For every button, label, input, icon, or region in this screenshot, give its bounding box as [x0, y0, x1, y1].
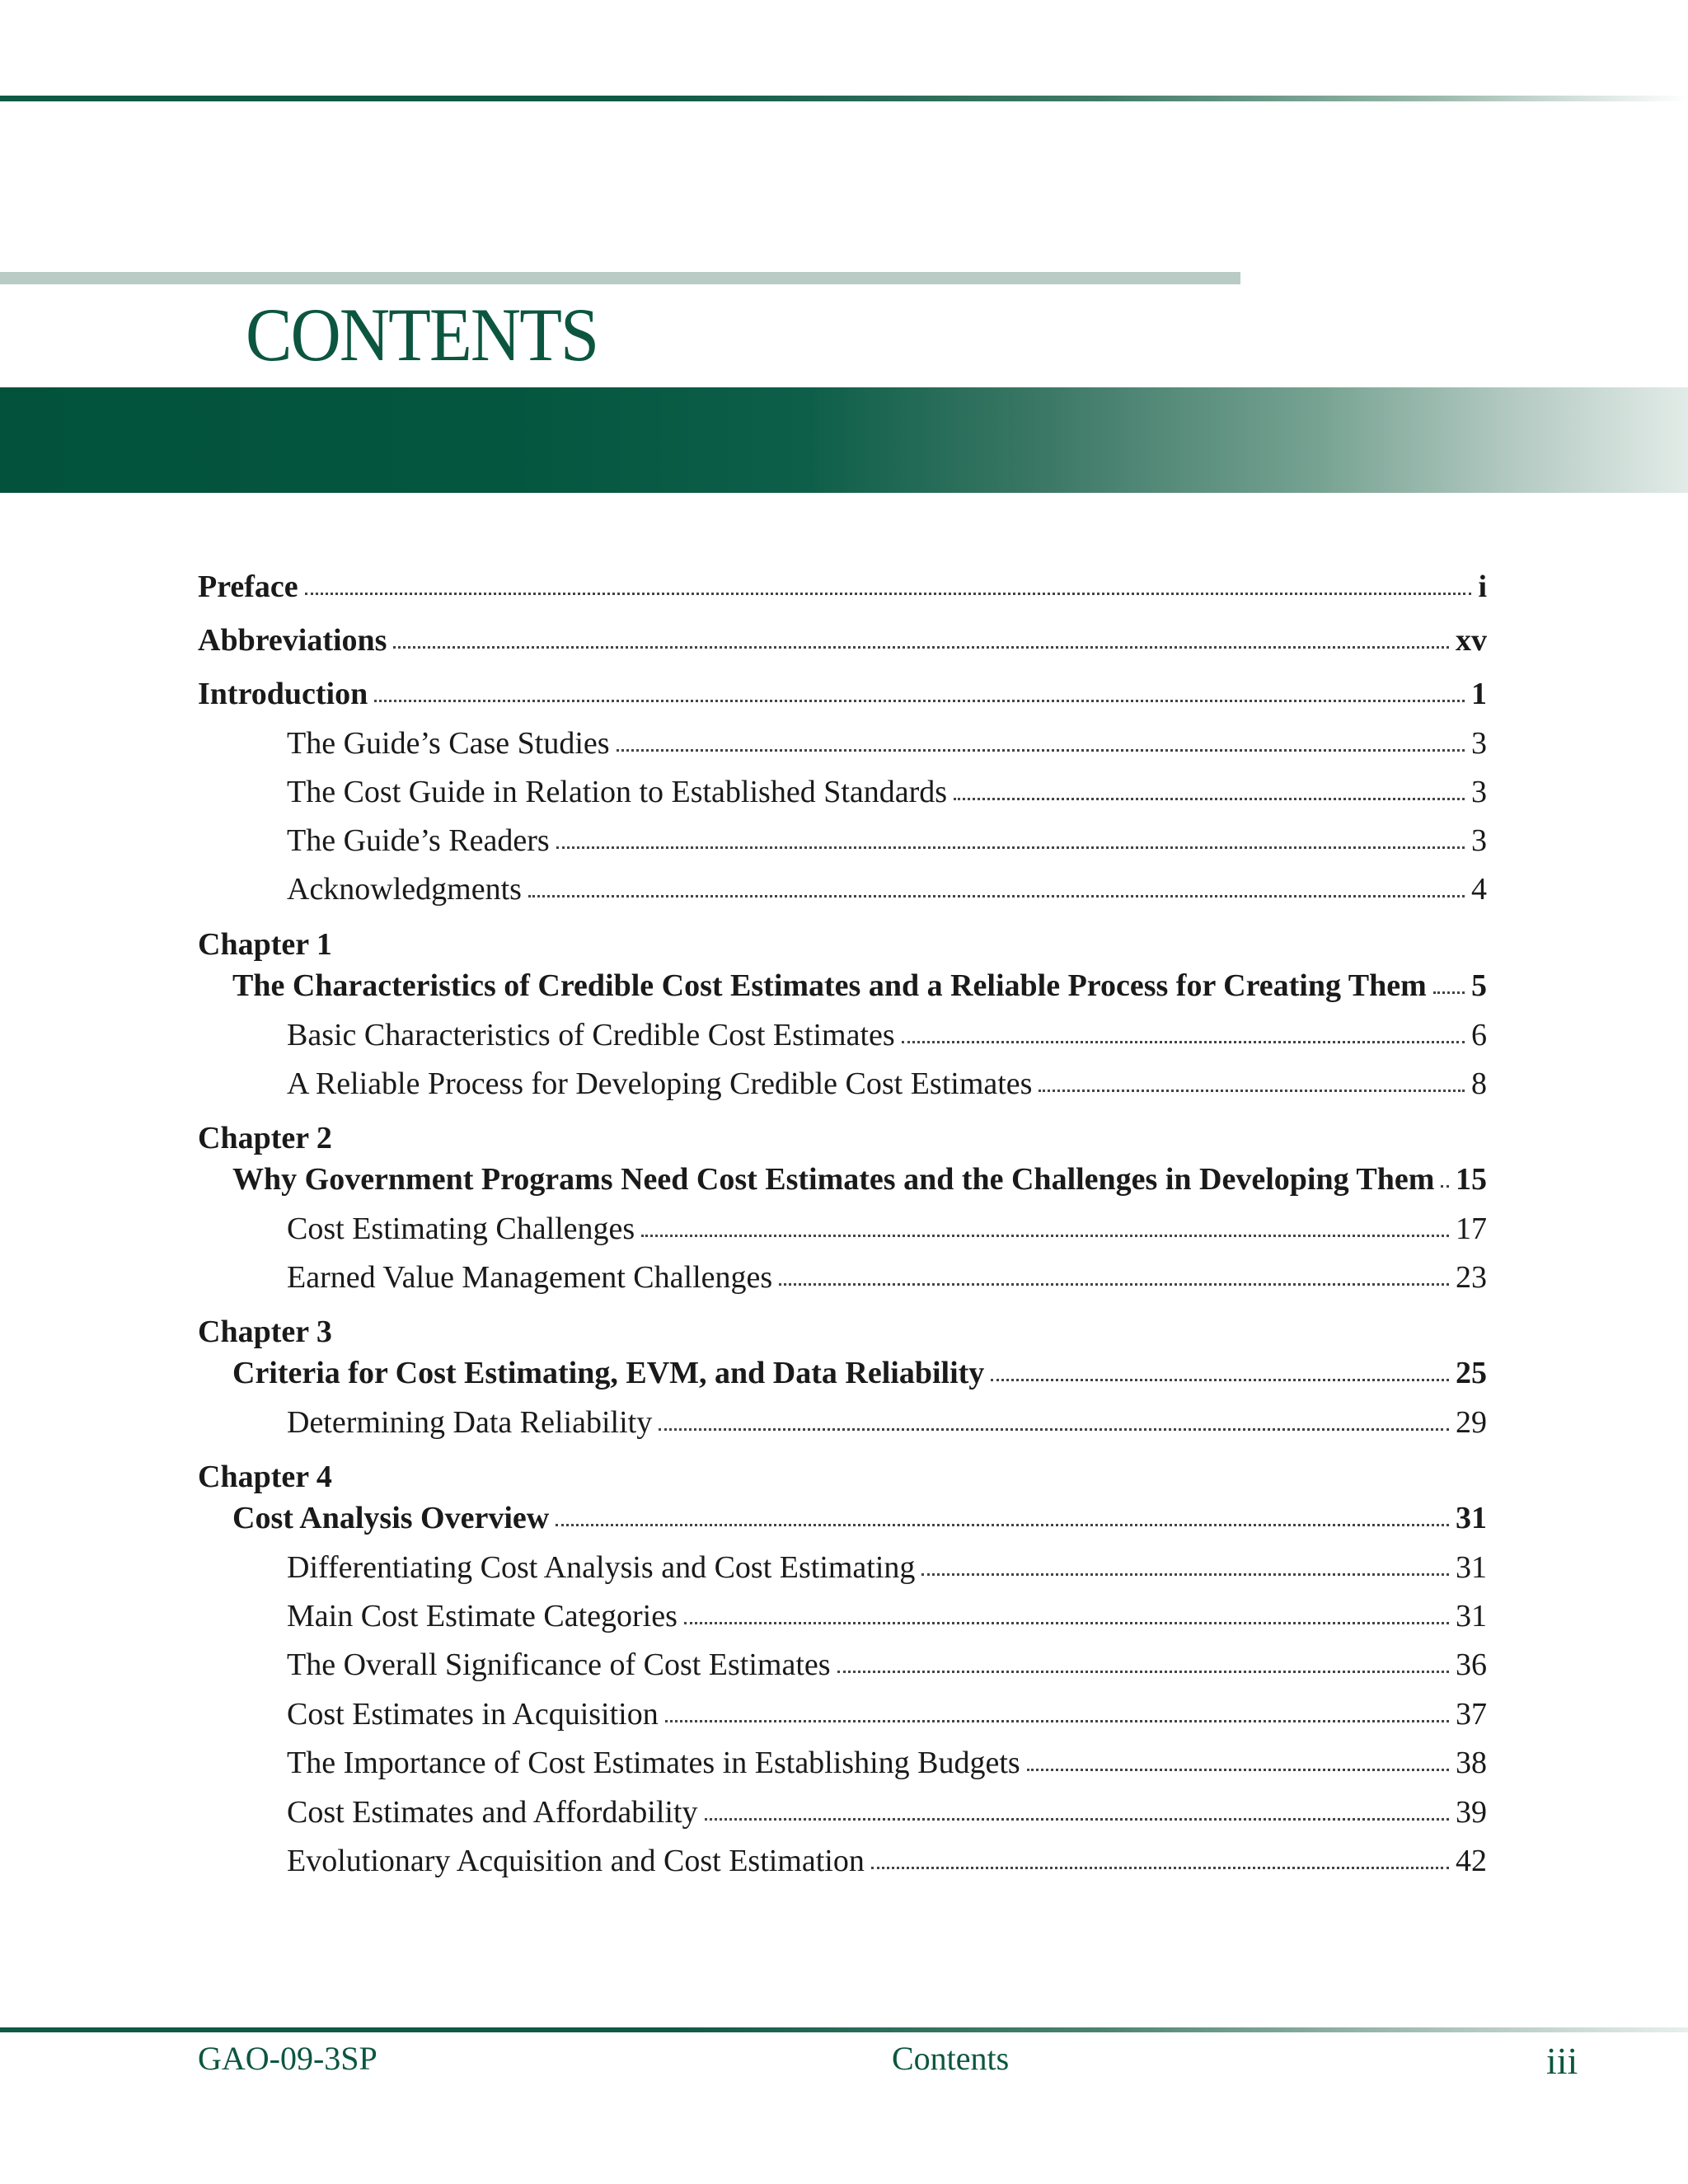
- toc-entry-affordability[interactable]: [287, 1797, 1487, 1828]
- toc-entry-case-studies[interactable]: [287, 728, 1487, 759]
- toc-entry-label: Cost Estimates and Affordability: [287, 1795, 698, 1830]
- toc-entry-label: Earned Value Management Challenges: [287, 1260, 773, 1295]
- toc-entry-page: 31: [1456, 1550, 1487, 1585]
- toc-entry-page: 31: [1456, 1501, 1487, 1535]
- toc-entry-reliable-process[interactable]: [287, 1068, 1487, 1099]
- toc-entry-label: Cost Analysis Overview: [232, 1501, 550, 1535]
- dot-leader: [684, 1622, 1449, 1624]
- dot-leader: [779, 1283, 1449, 1286]
- toc-entry-acknowledgments[interactable]: [287, 874, 1487, 905]
- toc-entry-label: Abbreviations: [198, 623, 387, 658]
- chapter-heading-4: Chapter 4: [198, 1460, 332, 1494]
- toc-entry-label: Evolutionary Acquisition and Cost Estimation: [287, 1844, 865, 1878]
- toc-entry-label: Basic Characteristics of Credible Cost Estimates: [287, 1018, 895, 1052]
- toc-entry-cost-estimating-challenges[interactable]: [287, 1213, 1487, 1244]
- dot-leader: [374, 700, 1465, 702]
- toc-entry-differentiating[interactable]: [287, 1552, 1487, 1583]
- toc-entry-label: Cost Estimating Challenges: [287, 1212, 635, 1246]
- dot-leader: [921, 1573, 1449, 1576]
- dot-leader: [617, 749, 1465, 752]
- toc-entry-basic-characteristics[interactable]: [287, 1019, 1487, 1051]
- toc-entry-chapter-3-title[interactable]: [232, 1357, 1487, 1389]
- dot-leader: [837, 1671, 1449, 1673]
- toc-entry-page: 5: [1471, 968, 1487, 1003]
- toc-entry-page: 8: [1471, 1066, 1487, 1101]
- toc-entry-acquisition[interactable]: [287, 1699, 1487, 1730]
- toc-entry-preface[interactable]: [198, 571, 1487, 602]
- toc-entry-label: The Overall Significance of Cost Estimates: [287, 1647, 831, 1682]
- dot-leader: [665, 1720, 1449, 1722]
- footer-rule: [0, 2027, 1688, 2032]
- dot-leader: [528, 895, 1465, 898]
- toc-entry-page: 1: [1471, 677, 1487, 711]
- dot-leader: [1027, 1769, 1449, 1771]
- dot-leader: [393, 646, 1449, 649]
- dot-leader: [871, 1867, 1449, 1869]
- toc-entry-abbreviations[interactable]: [198, 625, 1487, 656]
- toc-entry-data-reliability[interactable]: [287, 1407, 1487, 1438]
- chapter-heading-3: Chapter 3: [198, 1315, 332, 1349]
- toc-entry-page: 39: [1456, 1795, 1487, 1830]
- dot-leader: [1039, 1090, 1465, 1092]
- toc-entry-overall-significance[interactable]: [287, 1649, 1487, 1680]
- footer-report-number: GAO-09-3SP: [198, 2040, 377, 2077]
- toc-entry-chapter-4-title[interactable]: [232, 1502, 1487, 1534]
- toc-entry-introduction[interactable]: [198, 678, 1487, 710]
- toc-entry-page: 29: [1456, 1405, 1487, 1440]
- toc-entry-page: 6: [1471, 1018, 1487, 1052]
- toc-entry-main-categories[interactable]: [287, 1601, 1487, 1632]
- footer-section-name: Contents: [892, 2040, 1010, 2077]
- toc-entry-chapter-1-title[interactable]: [232, 970, 1487, 1001]
- toc-entry-label: Introduction: [198, 677, 368, 711]
- chapter-heading-1: Chapter 1: [198, 927, 332, 962]
- toc-entry-label: Main Cost Estimate Categories: [287, 1599, 678, 1633]
- dot-leader: [954, 798, 1465, 800]
- dot-leader: [305, 593, 1472, 595]
- toc-entry-page: 31: [1456, 1599, 1487, 1633]
- dot-leader: [556, 846, 1465, 849]
- toc-entry-guides-readers[interactable]: [287, 825, 1487, 856]
- toc-entry-page: 3: [1471, 775, 1487, 809]
- toc-entry-label: Determining Data Reliability: [287, 1405, 653, 1440]
- toc-entry-page: 17: [1456, 1212, 1487, 1246]
- toc-entry-label: The Characteristics of Credible Cost Estimates and a Reliable Process for Creating Them: [232, 968, 1427, 1003]
- dot-leader: [641, 1235, 1449, 1237]
- toc-entry-label: Criteria for Cost Estimating, EVM, and Data Reliability: [232, 1356, 985, 1390]
- dot-leader: [1433, 991, 1465, 994]
- toc-entry-label: The Guide’s Case Studies: [287, 726, 610, 761]
- toc-entry-page: xv: [1456, 623, 1487, 658]
- toc-entry-label: A Reliable Process for Developing Credible Cost Estimates: [287, 1066, 1033, 1101]
- dot-leader: [902, 1041, 1465, 1043]
- page-title: CONTENTS: [246, 293, 598, 377]
- toc-entry-label: Acknowledgments: [287, 872, 522, 907]
- toc-entry-established-standards[interactable]: [287, 776, 1487, 808]
- toc-entry-label: The Guide’s Readers: [287, 823, 550, 858]
- toc-entry-page: 23: [1456, 1260, 1487, 1295]
- toc-entry-page: 3: [1471, 726, 1487, 761]
- toc-entry-page: 42: [1456, 1844, 1487, 1878]
- dot-leader: [659, 1428, 1449, 1431]
- top-rule: [0, 96, 1688, 101]
- header-banner: [0, 387, 1688, 493]
- toc-entry-chapter-2-title[interactable]: [232, 1164, 1487, 1195]
- chapter-heading-2: Chapter 2: [198, 1121, 332, 1155]
- dot-leader: [705, 1818, 1449, 1821]
- toc-entry-evolutionary-acquisition[interactable]: [287, 1845, 1487, 1877]
- toc-entry-label: Differentiating Cost Analysis and Cost Estimating: [287, 1550, 916, 1585]
- toc-entry-label: Preface: [198, 569, 298, 604]
- toc-entry-page: 38: [1456, 1746, 1487, 1780]
- toc-entry-page: 25: [1456, 1356, 1487, 1390]
- toc-entry-label: The Cost Guide in Relation to Established Standards: [287, 775, 948, 809]
- dot-leader: [1441, 1185, 1449, 1188]
- toc-entry-label: The Importance of Cost Estimates in Establishing Budgets: [287, 1746, 1020, 1780]
- footer-page-number: iii: [1546, 2040, 1578, 2082]
- toc-entry-page: 36: [1456, 1647, 1487, 1682]
- toc-entry-page: 15: [1456, 1162, 1487, 1197]
- toc-entry-budgets[interactable]: [287, 1747, 1487, 1779]
- toc-entry-label: Why Government Programs Need Cost Estimates and the Challenges in Developing Them: [232, 1162, 1435, 1197]
- dot-leader: [556, 1524, 1449, 1526]
- toc-entry-page: 37: [1456, 1697, 1487, 1732]
- toc-entry-label: Cost Estimates in Acquisition: [287, 1697, 659, 1732]
- title-rule: [0, 272, 1240, 284]
- toc-entry-page: 3: [1471, 823, 1487, 858]
- toc-entry-evm-challenges[interactable]: [287, 1262, 1487, 1293]
- dot-leader: [991, 1379, 1449, 1381]
- toc-entry-page: i: [1478, 569, 1487, 604]
- toc-entry-page: 4: [1471, 872, 1487, 907]
